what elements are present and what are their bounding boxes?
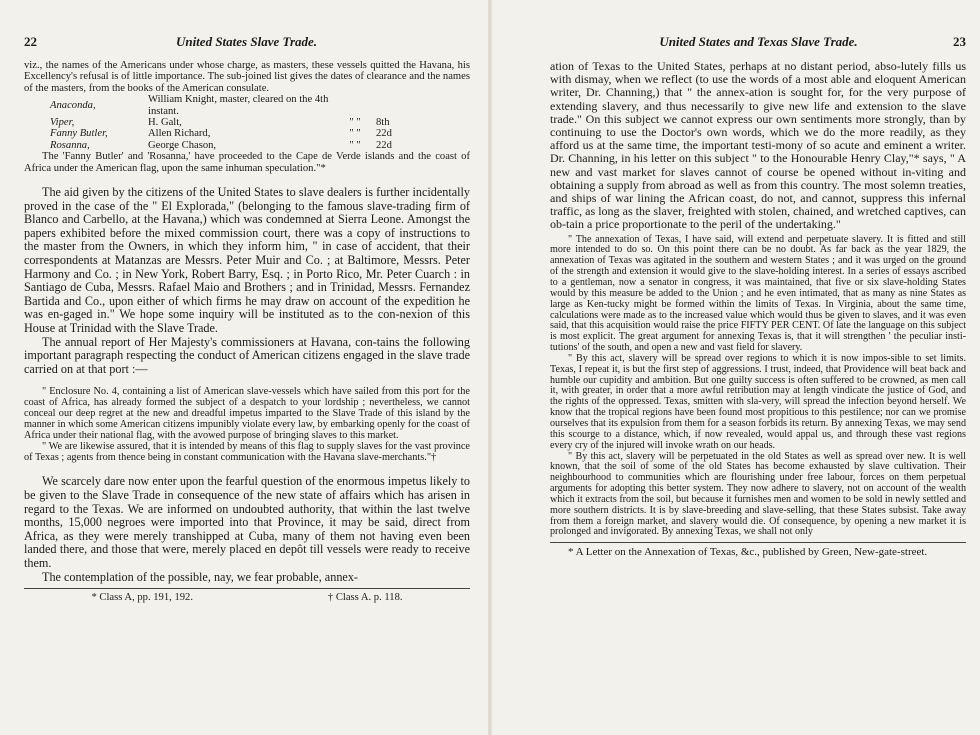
vessel-ditto xyxy=(340,94,376,117)
right-footnote: * A Letter on the Annexation of Texas, &c., published by Green, New-gate-street. xyxy=(568,546,928,559)
vessel-row xyxy=(50,140,398,151)
vessel-ship-name: Anaconda, xyxy=(50,99,96,111)
right-page xyxy=(490,0,980,735)
left-quote-1: " Enclosure No. 4, containing a list of American slave-vessels which have sailed from this port for the coast of Africa, has already formed the subject of a despatch to your lordship ; nevertheless, we cannot conceal our deep regret at the new and dreadful impetus imparted to the Slave Trade of this island by the manner in which some American citizens impunibly violate every law, by embarking openly for the coast of Africa under their national flag, with the avowed purpose of bringing slaves to this market. xyxy=(24,386,470,442)
left-para-1: The aid given by the citizens of the United States to slave dealers is further incidentally proved in the case of the " El Explorada," (belonging to the famous slave-trading firm of Blanco and Carbello, at the Havana,) which was condemned at Sierra Leone. Amongst the papers exhibited before the mixed commission court, there was a copy of instructions to the master from the Owners, in which they inform him, " in case of accident, that their correspondents at Matanzas are Messrs. Peter Muir and Co. ; at Baltimore, Messrs. Peter Harmony and Co. ; in New York, Robert Barry, Esq. ; in Porto Rico, Mr. Peter Cuarch : in Santiago de Cuba, Messrs. Rafael Maio and Brothers ; and in Trinidad, Messrs. Fernandez Bartida and Co., upon either of which firms he may draw on account of the expedition he was en-gaged in." We hope some inquiry will be instituted as to the con-nexion of this House at Trinidad with the Slave Trade. xyxy=(24,185,470,335)
right-page-header xyxy=(550,34,966,50)
vessel-ship-name: Rosanna, xyxy=(50,139,90,151)
left-after-list: The 'Fanny Butler' and 'Rosanna,' have proceeded to the Cape de Verde islands and the coast of Africa under the American flag, upon the same inhuman speculation."* xyxy=(24,151,470,174)
vessel-date xyxy=(376,94,398,117)
vessel-master: Allen Richard, xyxy=(148,128,211,140)
vessel-date: 22d xyxy=(376,128,392,140)
right-running-title: United States and Texas Slave Trade. xyxy=(659,34,858,49)
right-quote-2: " By this act, slavery will be spread over regions to which it is now impos-sible to set limits. Texas, I repeat it, is but the first step of aggressions. I trust, indeed, that Providence will beat back and humble our cupidity and ambition. But one guilty success is often suffered to be crowned, as men call it, with greater, in order that a more awful retribution may at length vindicate the justice of God, and the rights of the oppressed. Texas, smitten with sla-very, will spread the infection beyond herself. We know that the tropical regions have been found most propitious to this pestilence; nor can we promise ourselves that its expulsion from them for a season forbids its return. By annexing Texas, we may send this scourge to a distance, which, if now revealed, would appal us, and through these vast regions every cry of the injured will invoke wrath on our heads. xyxy=(550,352,966,451)
vessel-row xyxy=(50,117,398,128)
left-quote-2: " We are likewise assured, that it is intended by means of this flag to supply slaves for the vast province of Texas ; agents from thence being in constant communication with the Havana slave-merchants."† xyxy=(24,441,470,464)
left-page-number: 22 xyxy=(24,34,37,49)
right-page-number: 23 xyxy=(953,34,966,49)
left-footnote-b: † Class A. p. 118. xyxy=(327,592,403,604)
vessel-ship-name: Viper, xyxy=(50,117,75,129)
left-page-header xyxy=(24,34,470,50)
vessel-ditto: " " xyxy=(349,117,361,129)
right-quote-1: " The annexation of Texas, I have said, will extend and perpetuate slavery. It is fitted and still more intended to do so. On this point there can be no doubt. As far back as the year 1829, the annexation of Texas was agitated in the southern and western States ; and it was urged on the ground of the strength and extension it would give to the slave-holding interest. In a series of essays ascribed to a gentleman, now a senator in congress, it was maintained, that five or six slave-holding States would by this measure be added to the Union ; and he even intimated, that as many as nine States as large as Ken-tucky might be formed within the limits of Texas. In Virginia, about the same time, calculations were made as to the increased value which would thus be given to slaves, and it was even said, that this acquisition would raise the price FIFTY PER CENT. Of late the language on this subject is most explicit. The great argument for annexing Texas is, that it will strengthen ' the peculiar insti-tutions' of the south, and open a new and vast field for slavery. xyxy=(550,233,966,354)
left-footnote-a: * Class A, pp. 191, 192. xyxy=(91,592,193,604)
right-para-1: ation of Texas to the United States, perhaps at no distant period, abso-lutely fills us with dismay, when we reflect (to use the words of a most able and eloquent American writer, Dr. Channing,) that " the annex-ation is sought for, for the very purpose of extending slavery, and thus necessarily to give new life and extension to the slave trade." On this subject we cannot express our own sentiments more strongly, than by continuing to use the Doctor's own words, which we do the more readily, as they afford us at the same time, the important testi-mony of so acute and eminent a writer. Dr. Channing, in his letter on this subject " to the Honourable Henry Clay,"* says, " A new and vast market for slaves cannot of course be opened without in-viting and obtaining a supply from abroad as well as from this country. The most solemn treaties, and ships of war lining the African coast, do not, and cannot, suppress this infernal traffic, as long as the slaver, freighted with stolen, chained, and wretched captives, can ob-tain a price proportionate to the peril of the undertaking." xyxy=(550,59,966,232)
left-running-title: United States Slave Trade. xyxy=(175,34,318,49)
left-para-3: We scarcely dare now enter upon the fearful question of the enormous impetus likely to be given to the Slave Trade in consequence of the new state of affairs which has arisen in regard to the Texas. We are informed on undoubted authority, that within the last twelve months, 15,000 negroes were imported into that Province, it may be said, direct from Africa, as they were merely transhipped at Cuba, many of them not having even been landed there, and those that were, merely placed en depôt till vessels were ready to receive them. xyxy=(24,474,470,570)
vessel-master: William Knight, master, cleared on the 4th instant. xyxy=(148,94,329,117)
vessel-date: 8th xyxy=(376,117,390,129)
vessel-master: George Chason, xyxy=(148,139,217,151)
right-quote-3: " By this act, slavery will be perpetuated in the old States as well as spread over new. It is well known, that the soil of some of the old States has become exhausted by slave cultivation. Their neighbourhood to communities which are flourishing under free labour, forces on them perpetual arguments for adopting this better system. They now adhere to slavery, not on account of the wealth which it extracts from the soil, but because it furnishes men and women to be sold in newly settled and more southern districts. It is by slave-breeding and slave-selling, that these States subsist. Take away from them a foreign market, and slavery would die. Of consequence, by opening a new market it is prolonged and invigorated. By annexing Texas, we shall not only xyxy=(550,450,966,538)
vessel-ditto: " " xyxy=(349,139,361,151)
vessel-row xyxy=(50,128,398,139)
left-para-2: The annual report of Her Majesty's commissioners at Havana, con-tains the following important paragraph respecting the conduct of American citizens engaged in the slave trade carried on at that port :— xyxy=(24,334,470,376)
vessel-ship-name: Fanny Butler, xyxy=(50,128,108,140)
vessel-row xyxy=(50,94,398,117)
right-footnote-rule xyxy=(550,542,966,543)
left-para-4: The contemplation of the possible, nay, we fear probable, annex- xyxy=(42,569,358,584)
left-intro: viz., the names of the Americans under whose charge, as masters, these vessels quitted the Havana, his Excellency's refusal is of little importance. The sub-joined list gives the dates of clearance and the names of the masters, from the books of the American consulate. xyxy=(24,60,470,94)
left-footnote-rule xyxy=(24,588,470,589)
vessel-date: 22d xyxy=(376,139,392,151)
vessel-ditto: " " xyxy=(349,128,361,140)
vessel-master: H. Galt, xyxy=(148,117,182,129)
left-footnotes xyxy=(24,592,470,603)
vessel-list xyxy=(50,94,398,151)
